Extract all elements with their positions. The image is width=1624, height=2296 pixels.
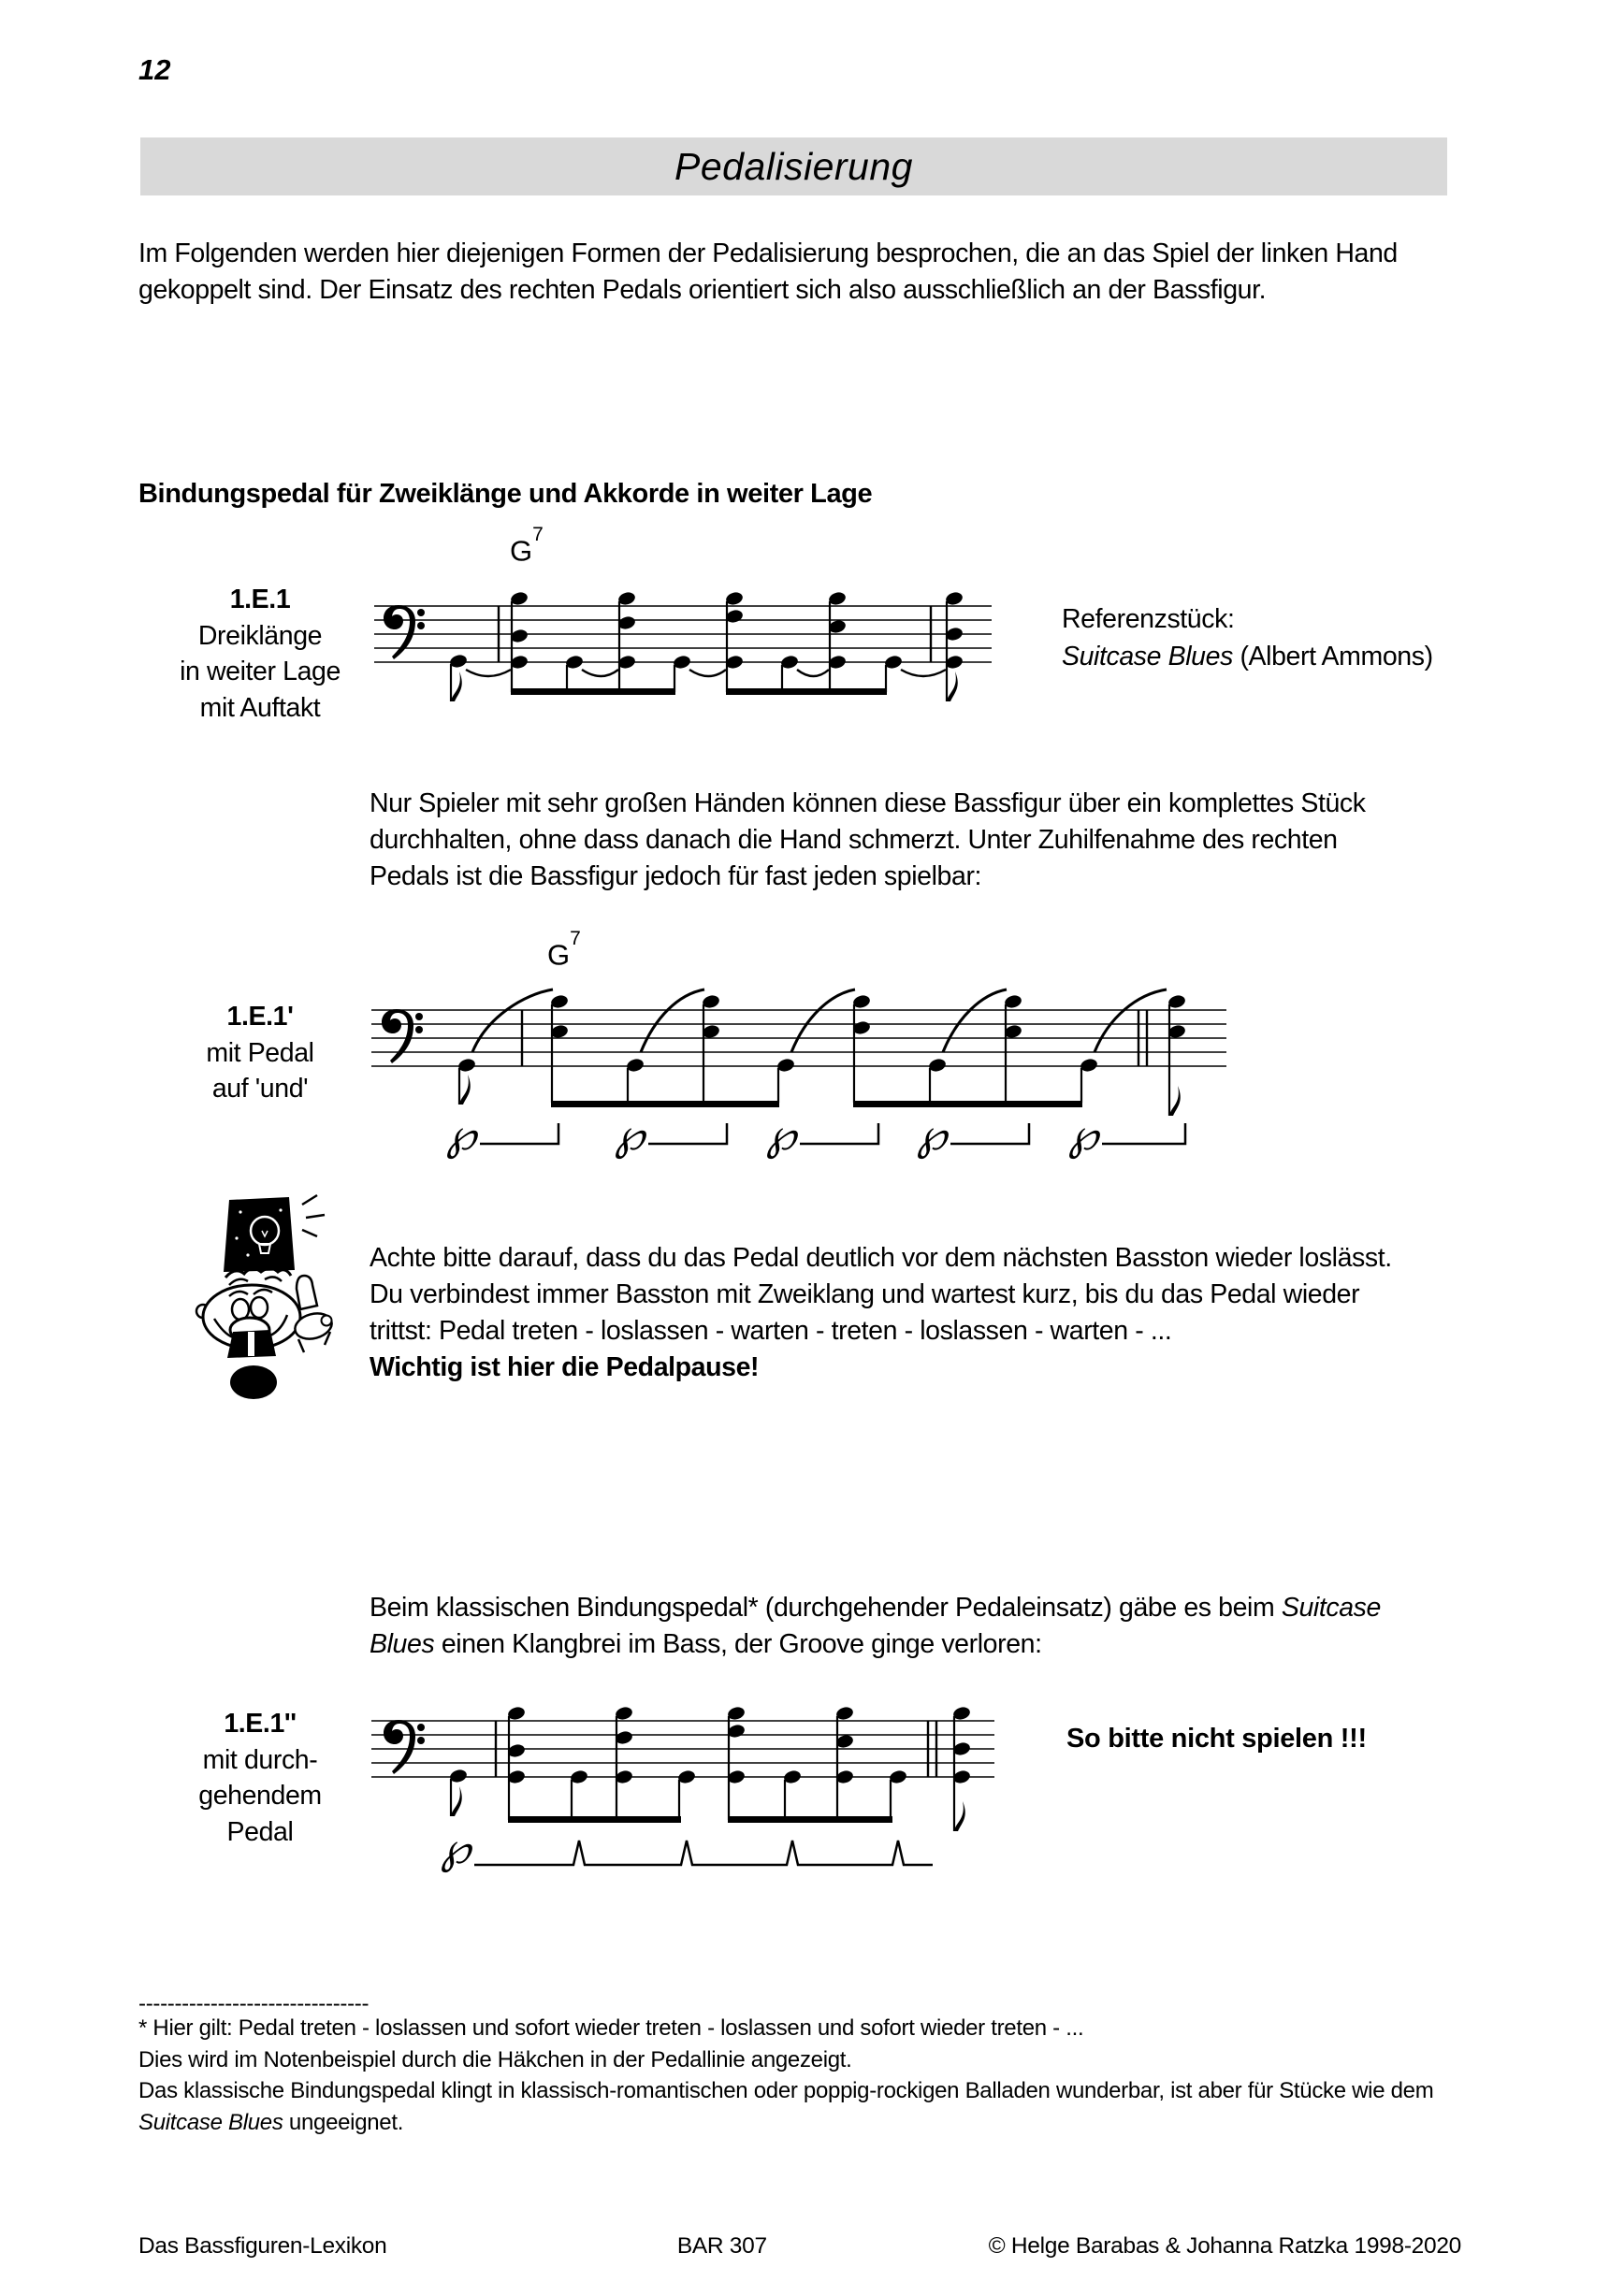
footer-copyright: © Helge Barabas & Johanna Ratzka 1998-2020 <box>988 2233 1461 2259</box>
reference-label: Referenzstück: <box>1062 604 1235 634</box>
chapter-title-bar <box>140 137 1447 195</box>
hair <box>225 1268 291 1285</box>
beam <box>551 1101 779 1107</box>
music-staff-example-1 <box>370 587 996 728</box>
pedal-mark-icon: ℘ <box>917 1109 948 1160</box>
paragraph-attention <box>370 1240 1413 1386</box>
pedal-marks <box>446 1109 1185 1160</box>
attention-bold-line: Wichtig ist hier die Pedalpause! <box>370 1352 760 1382</box>
beam <box>728 1816 892 1823</box>
slurs <box>472 989 1167 1052</box>
footnote-rule: -------------------------------- <box>138 1991 370 2016</box>
chord-symbol-example-1 <box>510 524 544 568</box>
intro-paragraph: Im Folgenden werden hier diejenigen Formen der Pedalisierung besprochen, die an das Spiel der linken Hand gekoppelt sind. Der Einsatz des rechten Pedals orientiert sich also ausschließlich an der Bassfigur. <box>138 238 1398 305</box>
attention-text: Achte bitte darauf, dass du das Pedal deutlich vor dem nächsten Basston wieder loslässt. Du verbindest immer Basston mit Zweiklang und wartest kurz, bis du das Pedal wieder trittst: Pedal treten - loslassen - warten - treten - loslassen - warten - ... <box>370 1243 1392 1346</box>
bass-clef-icon <box>384 1720 425 1774</box>
paragraph-classic-pedal: Beim klassischen Bindungspedal* (durchgehender Pedaleinsatz) gäbe es beim Suitcase Blues einen Klangbrei im Bass, der Groove ginge verloren: <box>370 1593 1381 1659</box>
chord-root: G <box>510 534 533 568</box>
reference-block <box>1062 600 1433 675</box>
beam <box>508 1816 681 1823</box>
chord-notes <box>550 993 1187 1039</box>
note-stems <box>552 1004 1169 1116</box>
example-2-id: 1.E.1' <box>226 1002 294 1032</box>
chapter-title: Pedalisierung <box>674 144 913 188</box>
bass-clef-icon <box>384 605 425 659</box>
paragraph-hands: Nur Spieler mit sehr großen Händen können diese Bassfigur über ein komplettes Stück durchhalten, ohne dass danach die Hand schmerzt. Unter Zuhilfenahme des rechten Pedals ist die Bassfigur jedoch für fast jeden spielbar: <box>370 788 1366 891</box>
page-number: 12 <box>138 53 171 86</box>
bass-notes <box>626 1057 1099 1073</box>
example-1-caption <box>122 582 399 726</box>
music-staff-example-3 <box>370 1691 1015 1883</box>
collar-slit <box>248 1332 254 1356</box>
sparkle-rays <box>302 1195 325 1236</box>
eye <box>251 1297 268 1318</box>
footnote-line-2: Dies wird im Notenbeispiel durch die Häkchen in der Pedallinie angezeigt. <box>138 2046 852 2072</box>
footnote-line-1: * Hier gilt: Pedal treten - loslassen und sofort wieder treten - loslassen und sofort wieder treten - ... <box>138 2015 1084 2041</box>
example-1-id: 1.E.1 <box>229 585 291 614</box>
page-footer <box>138 2233 1461 2260</box>
example-2-caption <box>122 999 399 1107</box>
pedal-line <box>441 1823 933 1873</box>
reference-piece: Suitcase Blues (Albert Ammons) <box>1062 642 1433 671</box>
bass-clef-icon <box>382 1009 423 1063</box>
ties <box>466 670 946 676</box>
example-3-id: 1.E.1'' <box>224 1709 297 1739</box>
pedal-mark-icon: ℘ <box>441 1823 471 1873</box>
beam <box>853 1101 1082 1107</box>
example-1-caption-lines: Dreiklänge in weiter Lage mit Auftakt <box>180 620 341 723</box>
footer-catalog-number: BAR 307 <box>676 2233 767 2259</box>
footnote-closing: Das klassische Bindungspedal klingt in klassisch-romantischen oder poppig-rockigen Balladen wunderbar, ist aber für Stücke wie dem Suitcase Blues ungeeignet. <box>138 2078 1434 2135</box>
music-staff-example-2 <box>370 985 1230 1162</box>
footnote-block <box>138 2013 1467 2138</box>
warning-text: So bitte nicht spielen !!! <box>1066 1724 1367 1754</box>
example-3-caption <box>122 1706 399 1850</box>
chord-superscript: 7 <box>532 524 544 545</box>
beam <box>726 688 887 695</box>
exclamation-hat <box>224 1197 295 1272</box>
chord-root: G <box>547 938 571 972</box>
pedal-mark-icon: ℘ <box>615 1109 645 1160</box>
section-heading: Bindungspedal für Zweiklänge und Akkorde in weiter Lage <box>138 479 873 509</box>
example-2-caption-lines: mit Pedal auf 'und' <box>206 1037 314 1104</box>
pedal-line-with-notches <box>474 1841 933 1865</box>
chord-symbol-example-2 <box>547 928 581 972</box>
pedal-mark-icon: ℘ <box>446 1109 477 1160</box>
attention-mascot-illustration <box>192 1184 351 1408</box>
pedal-mark-icon: ℘ <box>1068 1109 1099 1160</box>
chord-superscript: 7 <box>570 928 581 949</box>
exclamation-dot <box>230 1365 277 1399</box>
footer-book-title: Das Bassfiguren-Lexikon <box>138 2233 387 2259</box>
example-3-caption-lines: mit durch- gehendem Pedal <box>198 1744 322 1847</box>
beam <box>511 688 675 695</box>
pedal-mark-icon: ℘ <box>766 1109 797 1160</box>
